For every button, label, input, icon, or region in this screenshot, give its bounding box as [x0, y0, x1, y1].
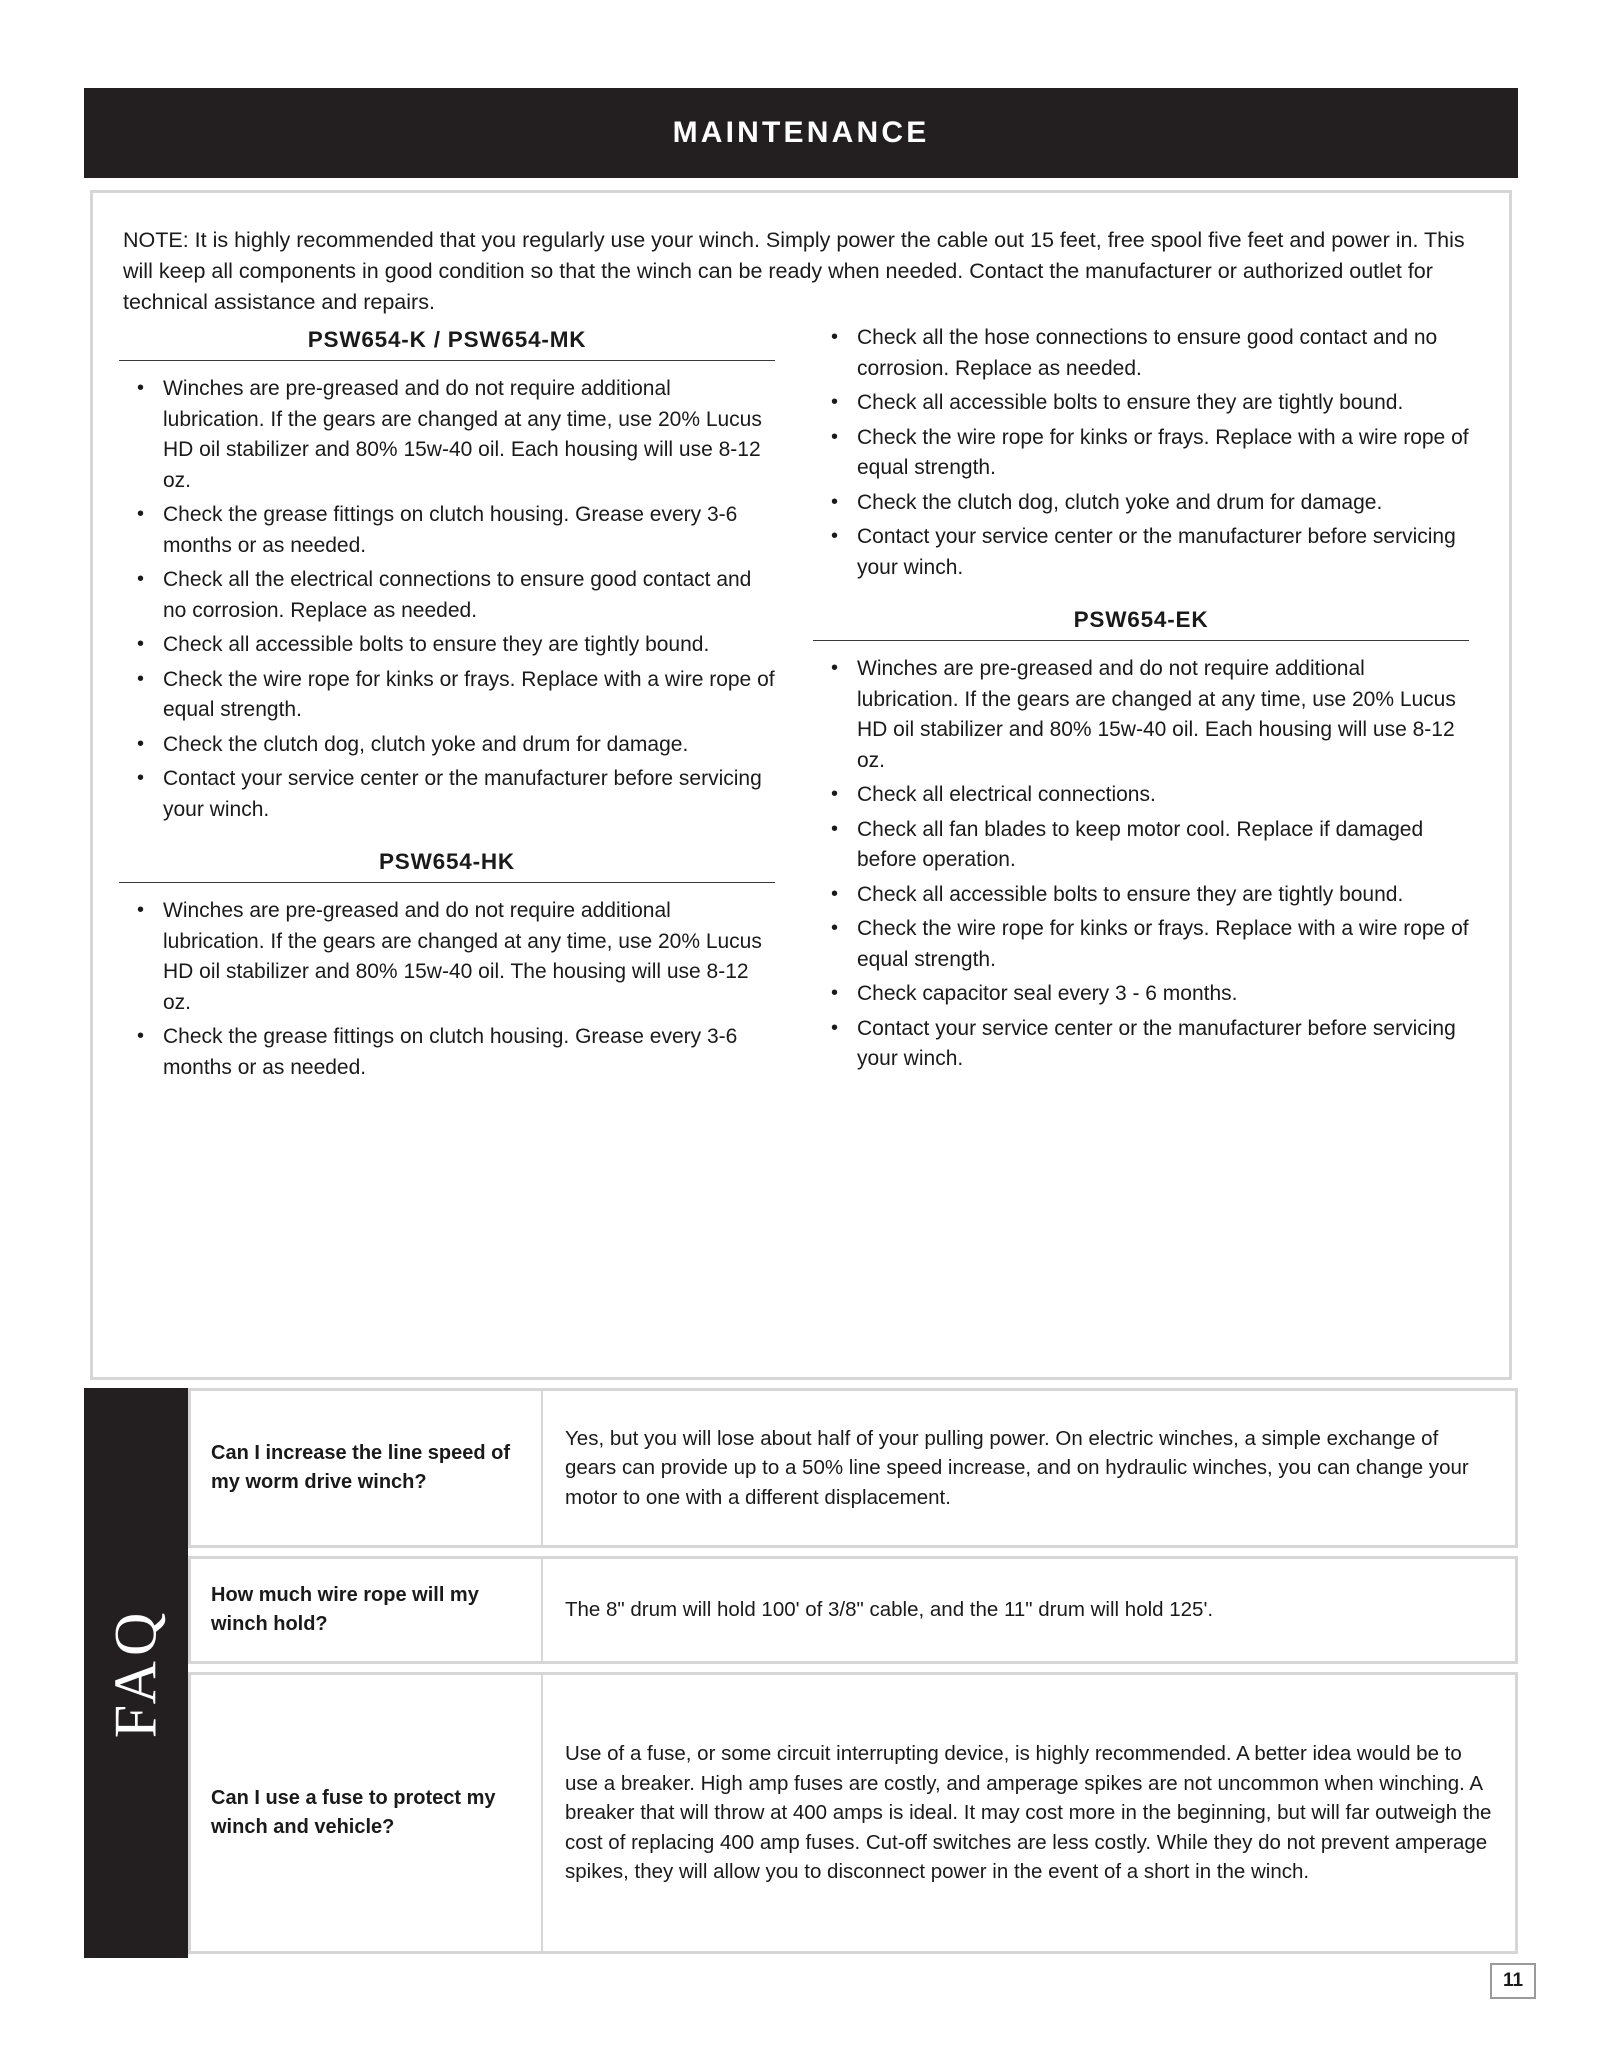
list-item: • Check the wire rope for kinks or frays. Replace with a wire rope of equal strength.: [813, 423, 1469, 484]
list-item: • Check all the hose connections to ensure good contact and no corrosion. Replace as needed.: [813, 323, 1469, 384]
faq-question: Can I use a fuse to protect my winch and vehicle?: [191, 1675, 543, 1951]
list-item: • Check the grease fittings on clutch housing. Grease every 3-6 months or as needed.: [119, 500, 775, 561]
bullet-list-psw654-hk-continued: [813, 323, 1469, 583]
maintenance-columns: [119, 323, 1489, 1087]
list-item: • Check all electrical connections.: [813, 780, 1469, 811]
faq-table: [188, 1388, 1518, 1962]
list-item: • Contact your service center or the manufacturer before servicing your winch.: [813, 522, 1469, 583]
bullet-list-psw654-k-mk: [119, 374, 775, 825]
maintenance-column-right: [813, 323, 1469, 1087]
faq-answer: Use of a fuse, or some circuit interrupting device, is highly recommended. A better idea would be to use a breaker. High amp fuses are costly, and amperage spikes are not uncommon when winching. A breaker that will throw at 400 amps is ideal. It may cost more in the beginning, but will far outweigh the cost of replacing 400 amp fuses. Cut-off switches are less costly. While they do not prevent amperage spikes, they will allow you to disconnect power in the event of a short in the winch.: [565, 1742, 1492, 1884]
page-title: MAINTENANCE: [672, 116, 930, 149]
faq-section: [84, 1388, 1518, 1958]
section-rule: [119, 882, 775, 883]
list-item: • Contact your service center or the manufacturer before servicing your winch.: [119, 764, 775, 825]
list-item: • Check all accessible bolts to ensure they are tightly bound.: [119, 630, 775, 661]
faq-answer: The 8" drum will hold 100' of 3/8" cable, and the 11" drum will hold 125'.: [565, 1598, 1214, 1622]
list-item: • Check the clutch dog, clutch yoke and drum for damage.: [119, 730, 775, 761]
list-item: • Winches are pre-greased and do not require additional lubrication. If the gears are changed at any time, use 20% Lucus HD oil stabilizer and 80% 15w-40 oil. The housing will use 8-12 oz.: [119, 896, 775, 1018]
bullet-list-psw654-hk: [119, 896, 775, 1083]
list-item: • Check all fan blades to keep motor cool. Replace if damaged before operation.: [813, 815, 1469, 876]
section-spacer: [813, 587, 1469, 603]
list-item: • Winches are pre-greased and do not require additional lubrication. If the gears are changed at any time, use 20% Lucus HD oil stabilizer and 80% 15w-40 oil. Each housing will use 8-12 oz.: [813, 654, 1469, 776]
page-header-banner: [84, 88, 1518, 178]
section-rule: [119, 360, 775, 361]
table-row: [188, 1388, 1518, 1548]
list-item: • Check the clutch dog, clutch yoke and drum for damage.: [813, 488, 1469, 519]
faq-side-tab: [84, 1388, 188, 1958]
faq-tab-label: FAQ: [102, 1607, 169, 1739]
maintenance-note: NOTE: It is highly recommended that you regularly use your winch. Simply power the cable out 15 feet, free spool five feet and power in. This will keep all components in good condition so that the winch can be ready when needed. Contact the manufacturer or authorized outlet for technical assistance and repairs.: [123, 228, 1465, 314]
list-item: • Check the grease fittings on clutch housing. Grease every 3-6 months or as needed.: [119, 1022, 775, 1083]
maintenance-content-panel: [90, 190, 1512, 1380]
page-number-badge: 11: [1490, 1963, 1536, 1999]
section-heading-psw654-hk: PSW654-HK: [379, 849, 515, 874]
section-rule: [813, 640, 1469, 641]
list-item: • Winches are pre-greased and do not require additional lubrication. If the gears are changed at any time, use 20% Lucus HD oil stabilizer and 80% 15w-40 oil. Each housing will use 8-12 oz.: [119, 374, 775, 496]
faq-question: How much wire rope will my winch hold?: [191, 1559, 543, 1661]
table-row: [188, 1672, 1518, 1954]
list-item: • Check the wire rope for kinks or frays. Replace with a wire rope of equal strength.: [119, 665, 775, 726]
section-heading-psw654-k-mk: PSW654-K / PSW654-MK: [307, 327, 587, 352]
list-item: • Check capacitor seal every 3 - 6 months.: [813, 979, 1469, 1010]
table-row: [188, 1556, 1518, 1664]
list-item: • Check all the electrical connections to ensure good contact and no corrosion. Replace as needed.: [119, 565, 775, 626]
list-item: • Check all accessible bolts to ensure they are tightly bound.: [813, 880, 1469, 911]
bullet-list-psw654-ek: [813, 654, 1469, 1075]
section-heading-psw654-ek: PSW654-EK: [1073, 607, 1209, 632]
list-item: • Contact your service center or the manufacturer before servicing your winch.: [813, 1014, 1469, 1075]
list-item: • Check the wire rope for kinks or frays. Replace with a wire rope of equal strength.: [813, 914, 1469, 975]
faq-answer: Yes, but you will lose about half of your pulling power. On electric winches, a simple exchange of gears can provide up to a 50% line speed increase, and on hydraulic winches, you can change your motor to one with a different displacement.: [565, 1426, 1469, 1509]
list-item: • Check all accessible bolts to ensure they are tightly bound.: [813, 388, 1469, 419]
faq-question: Can I increase the line speed of my worm drive winch?: [191, 1391, 543, 1545]
maintenance-column-left: [119, 323, 775, 1087]
section-spacer: [119, 829, 775, 845]
